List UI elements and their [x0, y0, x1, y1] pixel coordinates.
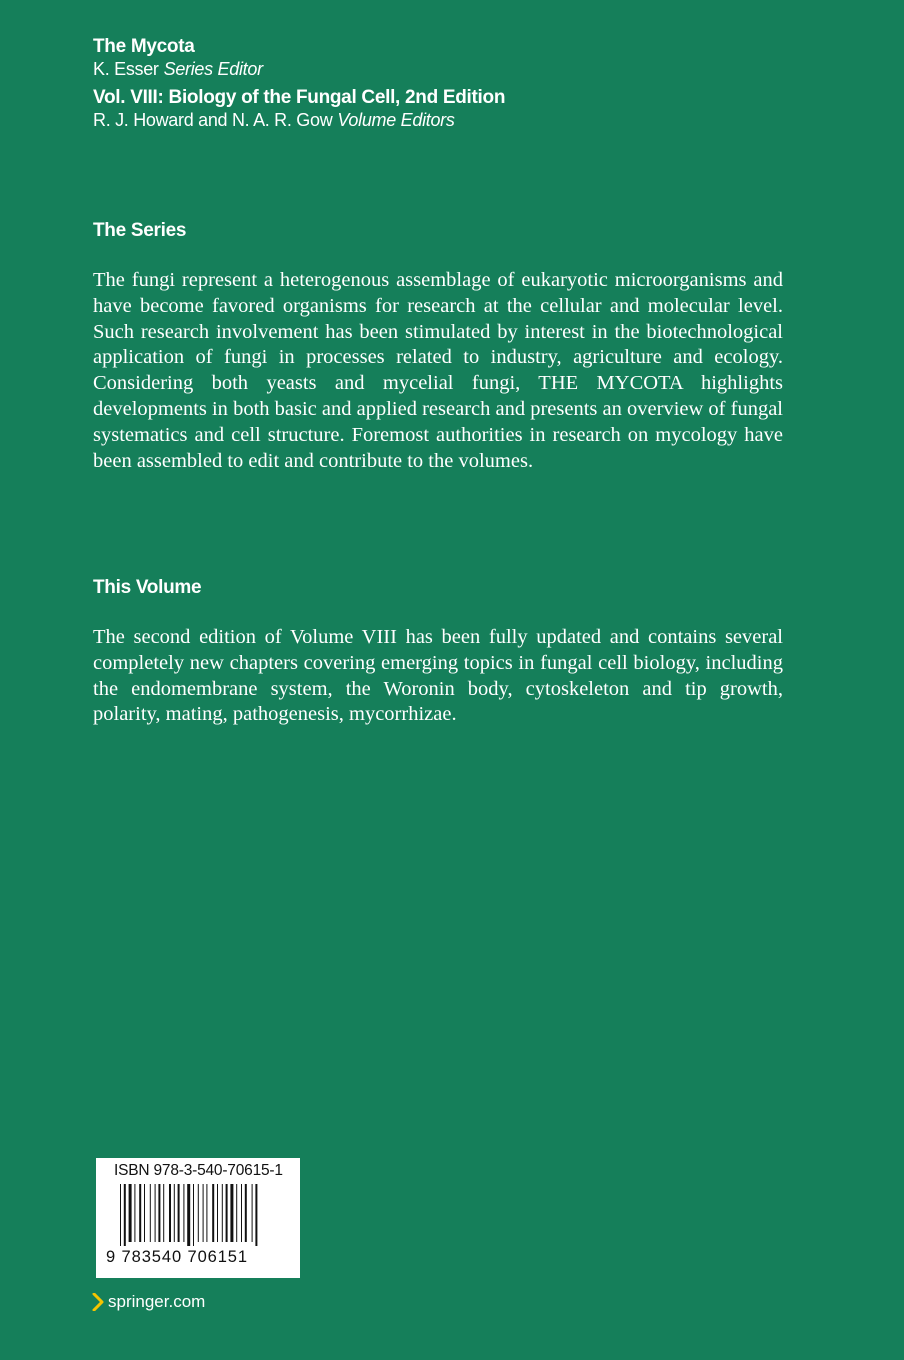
barcode-bar: [178, 1184, 180, 1242]
barcode-bar: [206, 1184, 207, 1242]
barcode-bar: [241, 1184, 242, 1242]
series-editor-role: Series Editor: [163, 59, 263, 79]
volume-editors-line: [93, 109, 793, 131]
series-heading: The Series: [93, 220, 187, 241]
barcode-bar: [187, 1184, 190, 1246]
barcode-bar: [245, 1184, 247, 1242]
volume-editors-role: Volume Editors: [337, 110, 455, 130]
barcode-bar: [236, 1184, 237, 1242]
barcode-bar: [183, 1184, 184, 1242]
chevron-right-icon: [92, 1293, 104, 1311]
cover-header: [93, 36, 793, 131]
barcode-bar: [158, 1184, 160, 1242]
barcode-bar: [255, 1184, 257, 1246]
barcode-bar: [217, 1184, 218, 1242]
barcode-bar: [198, 1184, 199, 1242]
barcode-bar: [124, 1184, 126, 1246]
barcode-digits: 9 783540 706151: [106, 1248, 248, 1266]
barcode-bar: [222, 1184, 223, 1242]
volume-title: Vol. VIII: Biology of the Fungal Cell, 2nd Edition: [93, 87, 506, 108]
barcode-bar: [129, 1184, 132, 1242]
barcode-bar: [230, 1184, 233, 1242]
series-editor-name: K. Esser: [93, 59, 159, 79]
series-title: The Mycota: [93, 36, 195, 57]
publisher-link[interactable]: [92, 1292, 205, 1312]
volume-heading: This Volume: [93, 577, 202, 598]
barcode-bar: [163, 1184, 164, 1242]
barcode-bar: [226, 1184, 228, 1242]
barcode-bar: [212, 1184, 214, 1242]
volume-editors-names: R. J. Howard and N. A. R. Gow: [93, 110, 333, 130]
isbn-label: ISBN 978-3-540-70615-1: [114, 1162, 283, 1179]
barcode-bar: [120, 1184, 121, 1246]
barcode-bar: [174, 1184, 175, 1242]
publisher-url[interactable]: springer.com: [108, 1292, 206, 1311]
barcode-bar: [150, 1184, 151, 1242]
series-editor-line: [93, 58, 793, 80]
volume-description: The second edition of Volume VIII has been fully updated and contains several completely new chapters covering emerging topics in fungal cell biology, including the endomembrane system, the Woronin body, cytoskeleton and tip growth, polarity, mating, pathogenesis, mycorrhizae.: [93, 626, 783, 726]
barcode-bar: [155, 1184, 156, 1242]
barcode-bar: [169, 1184, 171, 1242]
isbn-barcode: [96, 1158, 300, 1278]
barcode-bar: [252, 1184, 253, 1242]
series-description: The fungi represent a heterogenous assemblage of eukaryotic microorganisms and have become favored organisms for research at the cellular and molecular level. Such research involvement has been stimulated by interest in the biotechnological application of fungi in processes related to industry, agriculture and ecology. Considering both yeasts and mycelial fungi, THE MYCOTA highlights developments in both basic and applied research and presents an overview of fungal systematics and cell structure. Foremost authorities in research on mycology have been assembled to edit and contribute to the volumes.: [93, 269, 783, 472]
barcode-bar: [139, 1184, 141, 1242]
barcode-bar: [203, 1184, 204, 1242]
barcode-bar: [144, 1184, 145, 1242]
barcode-bars: [120, 1184, 280, 1246]
barcode-bar: [134, 1184, 135, 1242]
barcode-bar: [193, 1184, 194, 1246]
